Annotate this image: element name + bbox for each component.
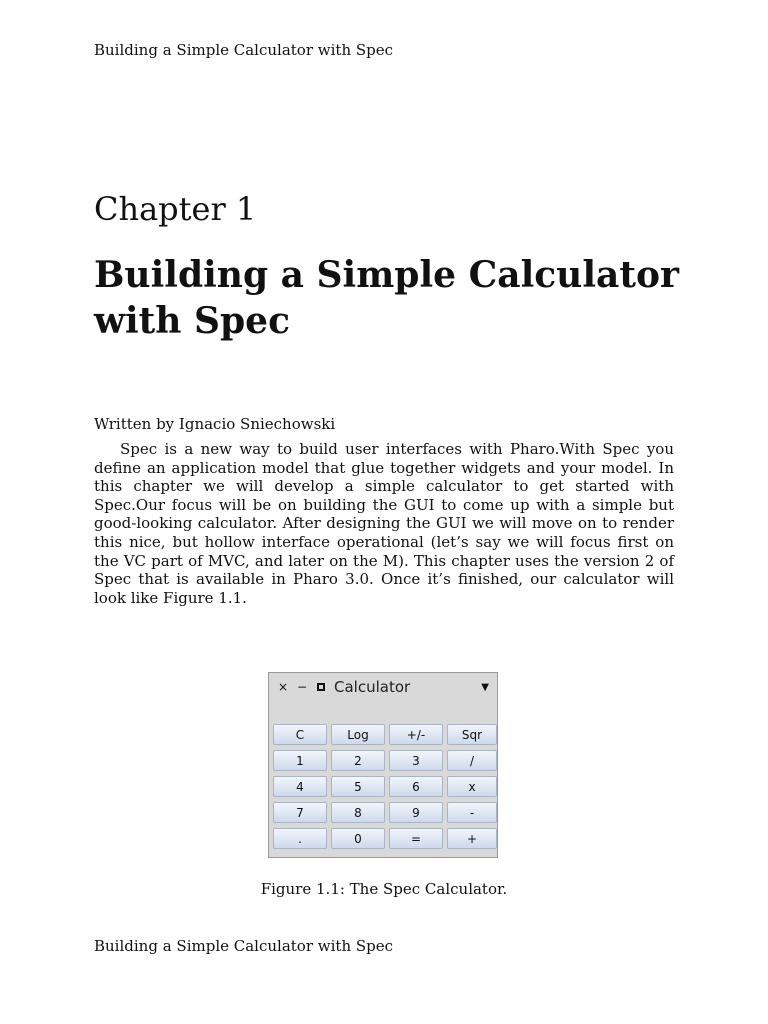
chapter-title-line-2: with Spec xyxy=(94,300,290,342)
key-2[interactable]: 2 xyxy=(331,750,385,771)
chapter-label: Chapter 1 xyxy=(94,190,257,228)
key-add[interactable]: + xyxy=(447,828,497,849)
calculator-body xyxy=(273,724,493,849)
calculator-window xyxy=(268,672,498,858)
calculator-window-title: Calculator xyxy=(334,678,411,696)
key-5[interactable]: 5 xyxy=(331,776,385,797)
maximize-icon[interactable] xyxy=(317,683,325,691)
key-9[interactable]: 9 xyxy=(389,802,443,823)
key-clear[interactable]: C xyxy=(273,724,327,745)
key-8[interactable]: 8 xyxy=(331,802,385,823)
key-decimal[interactable]: . xyxy=(273,828,327,849)
key-0[interactable]: 0 xyxy=(331,828,385,849)
key-1[interactable]: 1 xyxy=(273,750,327,771)
chapter-title-line-1: Building a Simple Calculator xyxy=(94,254,679,296)
window-menu-chevron-icon[interactable]: ▼ xyxy=(481,681,489,693)
key-log[interactable]: Log xyxy=(331,724,385,745)
calculator-titlebar xyxy=(269,673,497,701)
running-header: Building a Simple Calculator with Spec xyxy=(94,41,394,59)
key-subtract[interactable]: - xyxy=(447,802,497,823)
author-byline: Written by Ignacio Sniechowski xyxy=(94,415,336,433)
figure-caption: Figure 1.1: The Spec Calculator. xyxy=(260,880,508,898)
key-divide[interactable]: / xyxy=(447,750,497,771)
key-6[interactable]: 6 xyxy=(389,776,443,797)
key-7[interactable]: 7 xyxy=(273,802,327,823)
key-3[interactable]: 3 xyxy=(389,750,443,771)
running-footer: Building a Simple Calculator with Spec xyxy=(94,937,394,955)
key-sign[interactable]: +/- xyxy=(389,724,443,745)
calculator-keypad xyxy=(273,724,493,849)
close-icon[interactable]: × xyxy=(277,680,289,694)
key-sqr[interactable]: Sqr xyxy=(447,724,497,745)
key-4[interactable]: 4 xyxy=(273,776,327,797)
chapter-title xyxy=(94,252,694,344)
minimize-icon[interactable]: − xyxy=(296,680,308,694)
body-paragraph: Spec is a new way to build user interfaces with Pharo.With Spec you define an application model that glue together widgets and your model. In this chapter we will develop a simple calculator to get started with Spec.Our focus will be on building the GUI to come up with a simple but good-looking calculator. After designing the GUI we will move on to render this nice, but hollow interface operational (let’s say we will focus first on the VC part of MVC, and later on the M). This chapter uses the version 2 of Spec that is available in Pharo 3.0. Once it’s finished, our calculator will look like Figure 1.1. xyxy=(94,440,674,607)
key-multiply[interactable]: x xyxy=(447,776,497,797)
key-equals[interactable]: = xyxy=(389,828,443,849)
